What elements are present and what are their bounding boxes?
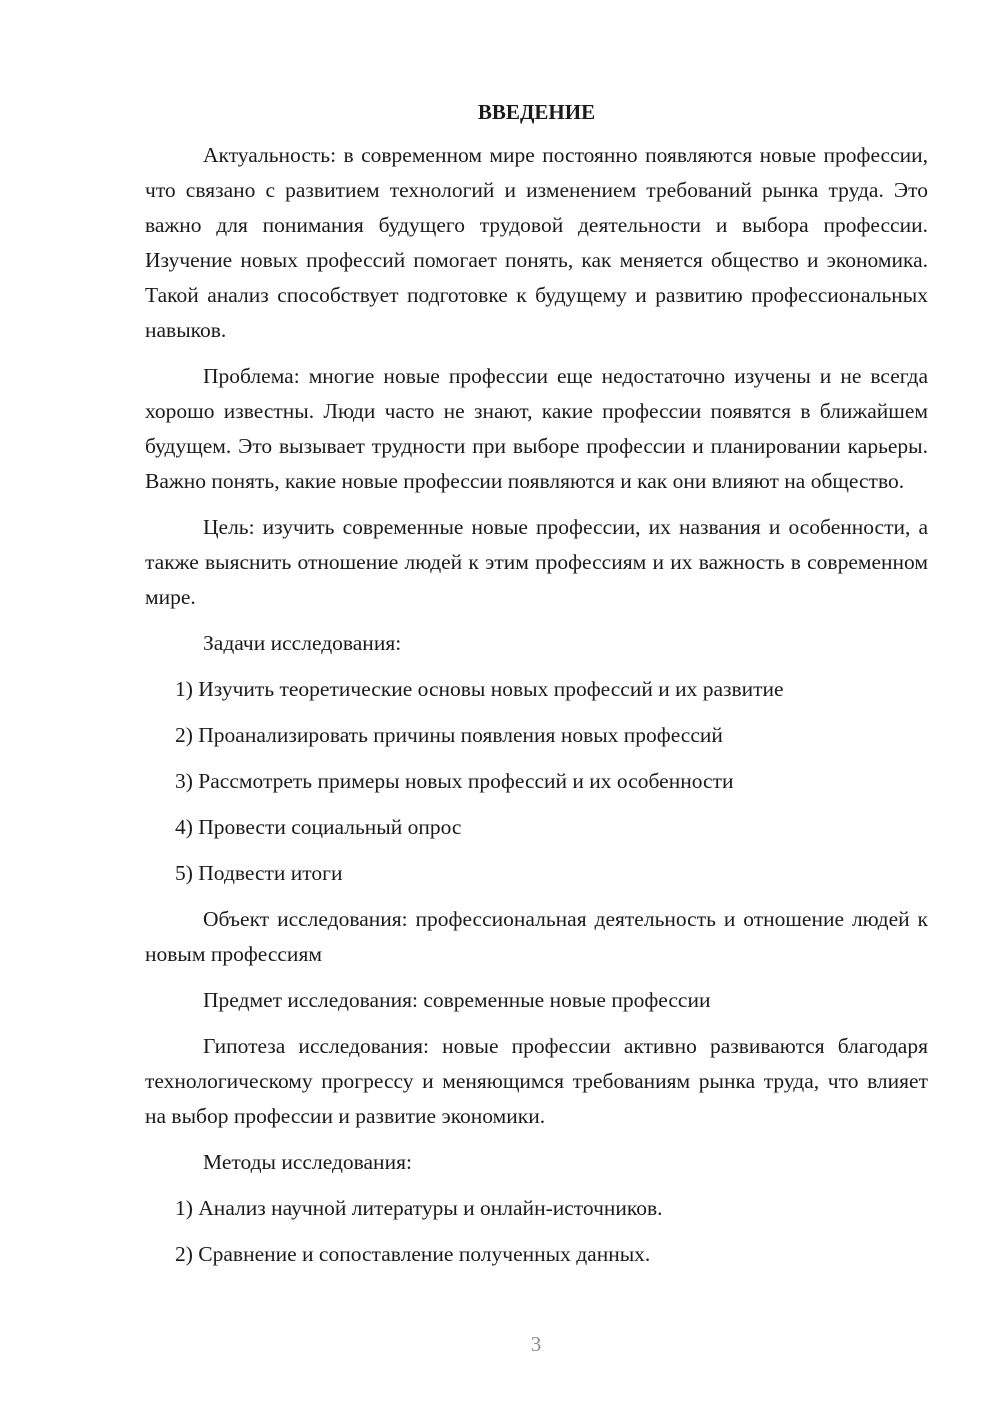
goal-paragraph: Цель: изучить современные новые профессии, их названия и особенности, а также выяснить отношение людей к этим профессиям и их важность в современном мире. [145,515,928,609]
tasks-heading: Задачи исследования: [203,631,402,655]
page-title: ВВЕДЕНИЕ [477,100,596,124]
problem-paragraph: Проблема: многие новые профессии еще недостаточно изучены и не всегда хорошо известны. Люди часто не знают, какие профессии появятся в ближайшем будущем. Это вызывает трудности при выборе профессии и планировании карьеры. Важно понять, какие новые профессии появляются и как они влияют на общество. [145,364,928,493]
subject-paragraph: Предмет исследования: современные новые профессии [203,988,711,1012]
relevance-paragraph: Актуальность: в современном мире постоянно появляются новые профессии, что связано с развитием технологий и изменением требований рынка труда. Это важно для понимания будущего трудовой деятельности и выбора профессии. Изучение новых профессий помогает понять, как меняется общество и экономика. Такой анализ способствует подготовке к будущему и развитию профессиональных навыков. [145,143,928,342]
object-paragraph: Объект исследования: профессиональная деятельность и отношение людей к новым профессиям [145,907,928,966]
page-number: 3 [530,1332,542,1356]
document-page [145,96,928,1283]
tasks-list [145,672,928,891]
list-item: 2) Сравнение и сопоставление полученных данных. [175,1242,651,1266]
hypothesis-paragraph: Гипотеза исследования: новые профессии активно развиваются благодаря технологическому прогрессу и меняющимся требованиям рынка труда, что влияет на выбор профессии и развитие экономики. [145,1034,928,1128]
list-item: 4) Провести социальный опрос [175,815,462,839]
methods-heading: Методы исследования: [203,1150,412,1174]
list-item: 1) Изучить теоретические основы новых профессий и их развитие [175,677,784,701]
list-item: 3) Рассмотреть примеры новых профессий и их особенности [175,769,734,793]
list-item: 5) Подвести итоги [175,861,343,885]
list-item: 2) Проанализировать причины появления новых профессий [175,723,723,747]
methods-list [145,1191,928,1272]
list-item: 1) Анализ научной литературы и онлайн-источников. [175,1196,663,1220]
